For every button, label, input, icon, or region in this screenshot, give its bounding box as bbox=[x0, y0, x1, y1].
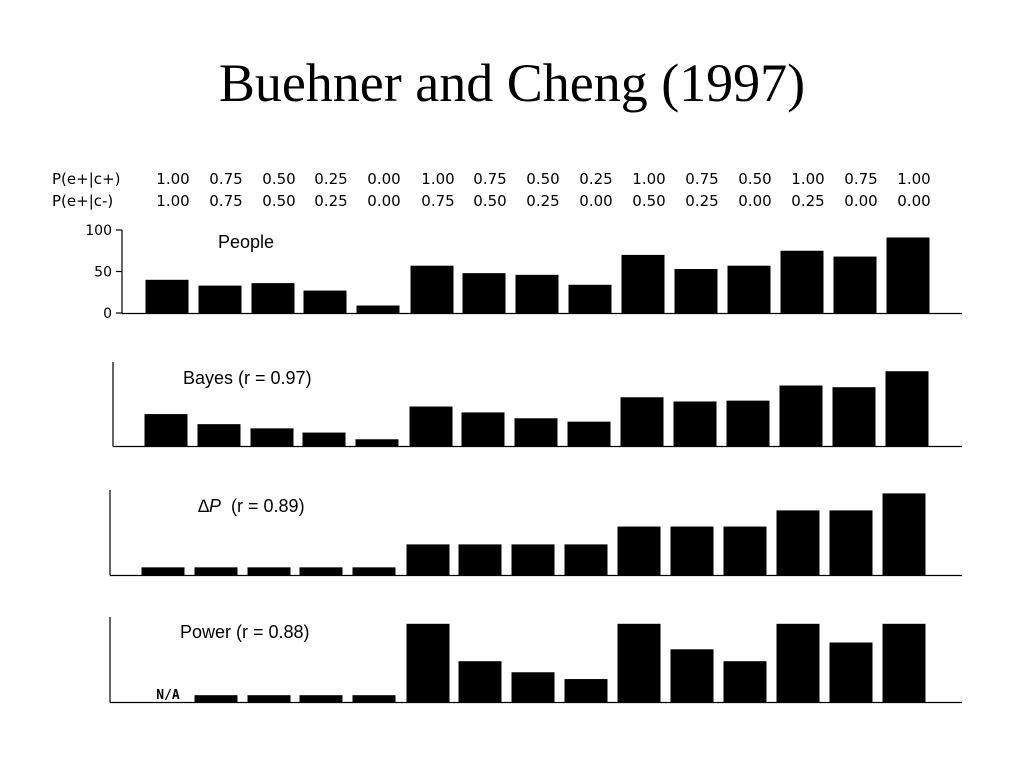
condition-value: 0.50 bbox=[262, 192, 296, 210]
bar-9 bbox=[565, 679, 608, 702]
bar-3 bbox=[248, 567, 291, 575]
bar-15 bbox=[886, 371, 929, 446]
condition-value: 0.75 bbox=[209, 170, 243, 188]
condition-value: 0.50 bbox=[738, 170, 772, 188]
bar-6 bbox=[411, 266, 454, 313]
bar-8 bbox=[512, 544, 555, 575]
condition-value: 0.25 bbox=[526, 192, 560, 210]
bar-12 bbox=[728, 266, 771, 313]
bar-15 bbox=[883, 624, 926, 702]
bar-1 bbox=[146, 280, 189, 313]
y-tick-label: 100 bbox=[85, 223, 112, 239]
condition-labels bbox=[52, 170, 931, 210]
bar-5 bbox=[356, 439, 399, 446]
bar-7 bbox=[463, 273, 506, 313]
bar-7 bbox=[459, 544, 502, 575]
bar-5 bbox=[353, 567, 396, 575]
condition-value: 0.25 bbox=[579, 170, 613, 188]
panel-label: Bayes (r = 0.97) bbox=[183, 368, 312, 388]
condition-value: 0.75 bbox=[473, 170, 507, 188]
bar-12 bbox=[727, 401, 770, 446]
bar-1 bbox=[145, 414, 188, 446]
bar-14 bbox=[830, 643, 873, 703]
bar-13 bbox=[777, 624, 820, 702]
delta-p-symbol: ∆P bbox=[198, 496, 222, 516]
bar-9 bbox=[565, 544, 608, 575]
condition-value: 0.75 bbox=[209, 192, 243, 210]
bar-15 bbox=[887, 237, 930, 313]
condition-value: 1.00 bbox=[156, 192, 190, 210]
bar-4 bbox=[300, 695, 343, 702]
condition-value: 1.00 bbox=[897, 170, 931, 188]
condition-value: 0.25 bbox=[791, 192, 825, 210]
na-label: N/A bbox=[156, 688, 180, 703]
condition-value: 0.00 bbox=[738, 192, 772, 210]
bar-6 bbox=[407, 544, 450, 575]
condition-value: 1.00 bbox=[632, 170, 666, 188]
bar-12 bbox=[724, 527, 767, 575]
condition-value: 0.00 bbox=[367, 170, 401, 188]
panel-4 bbox=[110, 617, 962, 703]
bar-14 bbox=[830, 510, 873, 575]
bar-3 bbox=[251, 428, 294, 446]
bar-8 bbox=[516, 275, 559, 313]
panel-3 bbox=[110, 490, 962, 576]
bar-7 bbox=[462, 412, 505, 446]
condition-value: 0.00 bbox=[579, 192, 613, 210]
bar-10 bbox=[622, 255, 665, 313]
bar-10 bbox=[618, 624, 661, 702]
panel-2 bbox=[113, 362, 962, 447]
condition-value: 1.00 bbox=[421, 170, 455, 188]
bar-6 bbox=[407, 624, 450, 702]
bar-11 bbox=[671, 649, 714, 702]
bar-15 bbox=[883, 493, 926, 575]
row-label-p-e-c-minus: P(e+|c-) bbox=[52, 192, 114, 210]
bar-14 bbox=[833, 387, 876, 446]
condition-value: 0.00 bbox=[367, 192, 401, 210]
y-tick-label: 0 bbox=[103, 306, 112, 322]
bar-7 bbox=[459, 661, 502, 702]
bar-2 bbox=[198, 424, 241, 446]
bar-3 bbox=[248, 695, 291, 702]
condition-value: 0.00 bbox=[897, 192, 931, 210]
condition-value: 0.50 bbox=[526, 170, 560, 188]
panels bbox=[85, 223, 962, 703]
bar-11 bbox=[674, 401, 717, 446]
panel-label: People bbox=[218, 232, 275, 252]
condition-value: 0.50 bbox=[632, 192, 666, 210]
panel-label bbox=[198, 496, 305, 516]
bar-4 bbox=[300, 567, 343, 575]
condition-value: 0.25 bbox=[314, 192, 348, 210]
condition-value: 0.50 bbox=[473, 192, 507, 210]
bar-5 bbox=[353, 695, 396, 702]
condition-value: 0.50 bbox=[262, 170, 296, 188]
bar-5 bbox=[357, 306, 400, 313]
bar-1 bbox=[142, 567, 185, 575]
bar-3 bbox=[252, 283, 295, 313]
bar-13 bbox=[780, 386, 823, 446]
bar-6 bbox=[410, 407, 453, 446]
bar-8 bbox=[512, 672, 555, 702]
bar-13 bbox=[777, 510, 820, 575]
bar-4 bbox=[303, 433, 346, 446]
bar-9 bbox=[569, 285, 612, 313]
bar-10 bbox=[618, 527, 661, 575]
bar-14 bbox=[834, 257, 877, 313]
condition-value: 0.25 bbox=[314, 170, 348, 188]
condition-value: 1.00 bbox=[156, 170, 190, 188]
condition-value: 0.75 bbox=[421, 192, 455, 210]
bar-10 bbox=[621, 397, 664, 446]
bar-11 bbox=[675, 269, 718, 313]
condition-value: 0.75 bbox=[844, 170, 878, 188]
bar-8 bbox=[515, 418, 558, 446]
condition-value: 0.75 bbox=[685, 170, 719, 188]
condition-value: 0.00 bbox=[844, 192, 878, 210]
bar-11 bbox=[671, 527, 714, 575]
bar-2 bbox=[195, 695, 238, 702]
condition-value: 1.00 bbox=[791, 170, 825, 188]
condition-value: 0.25 bbox=[685, 192, 719, 210]
bar-13 bbox=[781, 251, 824, 313]
bar-2 bbox=[199, 286, 242, 313]
row-label-p-e-c-plus: P(e+|c+) bbox=[52, 170, 121, 188]
bar-4 bbox=[304, 291, 347, 313]
page-title: Buehner and Cheng (1997) bbox=[218, 53, 806, 113]
bar-2 bbox=[195, 567, 238, 575]
panel-1 bbox=[85, 223, 962, 322]
y-tick-label: 50 bbox=[94, 264, 112, 281]
bar-9 bbox=[568, 422, 611, 446]
bar-12 bbox=[724, 661, 767, 702]
panel-label: Power (r = 0.88) bbox=[180, 622, 310, 642]
panel-label-correlation: (r = 0.89) bbox=[231, 496, 305, 516]
